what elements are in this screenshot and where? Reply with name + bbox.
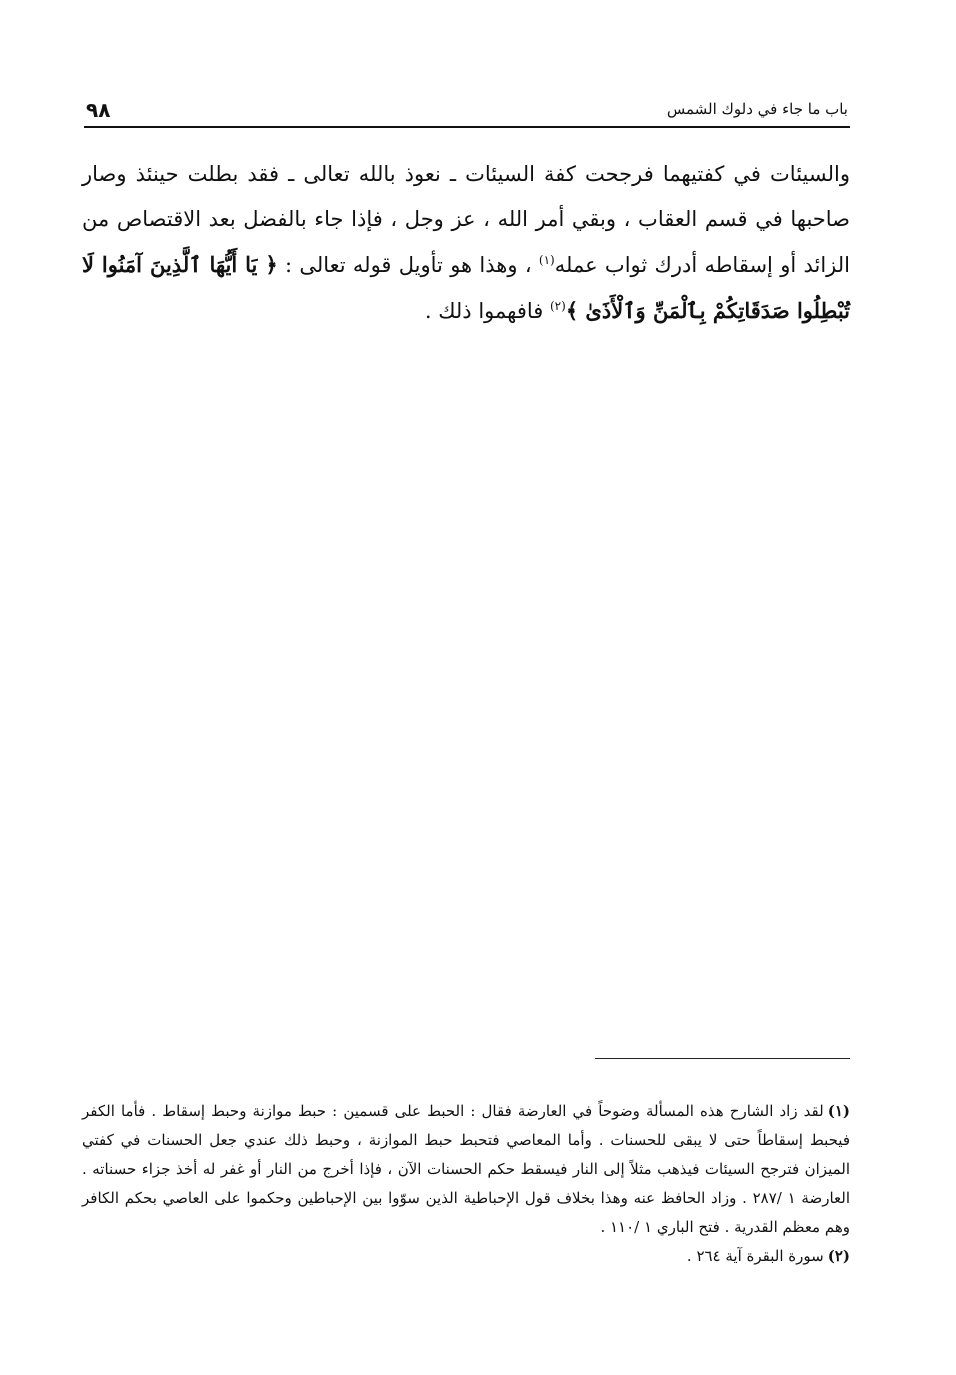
footnotes [82,1097,850,1271]
chapter-title: باب ما جاء في دلوك الشمس [666,100,848,118]
footnote-text: سورة البقرة آية ٢٦٤ . [686,1247,824,1265]
footnote-text: لقد زاد الشارح هذه المسألة وضوحاً في العارضة فقال : الحبط على قسمين : حبط موازنة وحبط إسقاط . فأما الكفر فيحبط إسقاطاً حتى لا يبقى للحسنات . وأما المعاصي فتحبط حبط الموازنة ، وحبط ذلك عندي جعل الحسنات في كفتي الميزان فترجح السيئات فيذهب مثلاً إلى النار فيسقط حكم الحسنات الآن ، فإذا أخرج من النار أو غفر له أخذ جزاء حسناته . العارضة ١ /٢٨٧ . وزاد الحافظ عنه وهذا بخلاف قول الإحباطية الذين سوّوا بين الإحباطين وحكموا على العاصي بحكم الكافر وهم معظم القدرية . فتح الباري ١ /١١٠ . [82,1102,850,1236]
footnote-marker: (٢) [827,1247,850,1265]
body-text-2: ، وهذا هو تأويل قوله تعالى : [277,253,539,277]
running-head [84,96,850,128]
page-number: ٩٨ [86,98,111,122]
footnote-2 [82,1242,850,1271]
body-text-3: فافهموا ذلك . [424,299,550,323]
footnote-ref-2: (٢) [549,299,566,313]
footnote-1 [82,1097,850,1242]
body-text-1: والسيئات في كفتيهما فرجحت كفة السيئات ـ نعوذ بالله تعالى ـ فقد بطلت حينئذ وصار صاحبها في قسم العقاب ، وبقي أمر الله ، عز وجل ، فإذا جاء بالفضل بعد الاقتصاص من الزائد أو إسقاطه أدرك ثواب عمله [82,162,850,277]
footnote-marker: (١) [827,1102,850,1120]
main-text [82,152,850,334]
body-paragraph [82,152,850,334]
footnote-ref-1: (١) [538,253,555,267]
footnote-separator [595,1058,850,1059]
quran-verse: ﴿ يَا أَيُّهَا ٱلَّذِينَ آمَنُوا لَا تُبْطِلُوا صَدَقَاتِكُمْ بِٱلْمَنِّ وَٱلْأَذَىٰ ﴾ [82,252,850,323]
